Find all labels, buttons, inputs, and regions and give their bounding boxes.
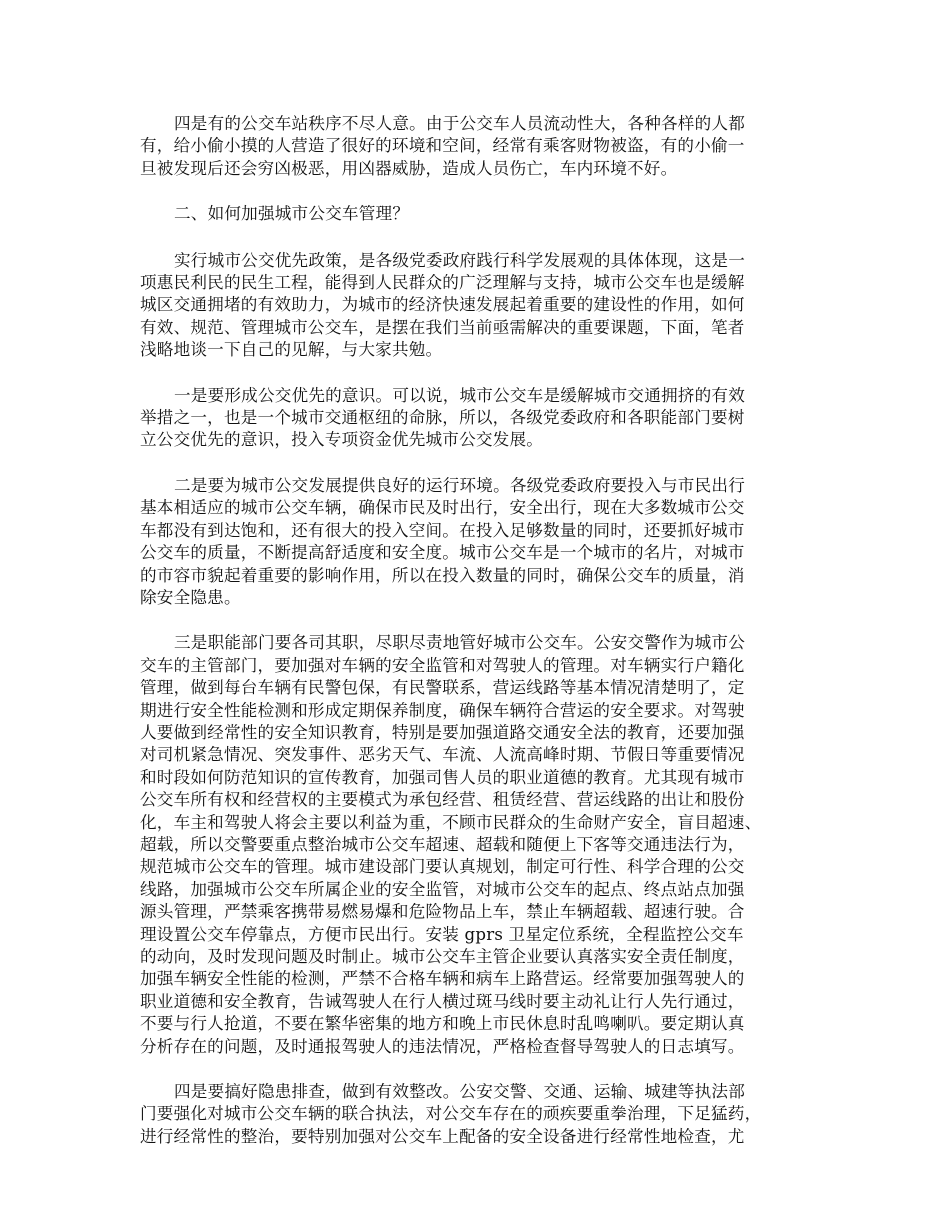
text-line: 线路，加强城市公交车所属企业的安全监管，对城市公交车的起点、终点站点加强 — [140, 879, 745, 899]
text-line: 理设置公交车停靠点，方便市民出行。安装 gprs 卫星定位系统，全程监控公交车 — [140, 924, 744, 944]
document-page — [140, 113, 822, 1171]
text-line: 公交车的质量，不断提高舒适度和安全度。城市公交车是一个城市的名片，对城市 — [140, 543, 745, 563]
paragraph-point-two — [140, 475, 822, 609]
text-line: 的市容市貌起着重要的影响作用，所以在投入数量的同时，确保公交车的质量，消 — [140, 565, 745, 585]
text-line: 有效、规范、管理城市公交车，是摆在我们当前亟需解决的重要课题，下面，笔者 — [140, 317, 745, 337]
text-line: 源头管理，严禁乘客携带易燃易爆和危险物品上车，禁止车辆超载、超速行驶。合 — [140, 902, 745, 922]
paragraph-point-one — [140, 385, 822, 452]
text-line: 规范城市公交车的管理。城市建设部门要认真规划，制定可行性、科学合理的公交 — [140, 857, 745, 877]
text-line: 进行经常性的整治，要特别加强对公交车上配备的安全设备进行经常性地检查，尤 — [140, 1126, 745, 1146]
text-line: 公交车所有权和经营权的主要模式为承包经营、租赁经营、营运线路的出让和股份 — [140, 790, 745, 810]
paragraph-point-four — [140, 1081, 822, 1148]
text-line: 期进行安全性能检测和形成定期保养制度，确保车辆符合营运的安全要求。对驾驶 — [140, 700, 745, 720]
text-line: 和时段如何防范知识的宣传教育，加强司售人员的职业道德的教育。尤其现有城市 — [140, 767, 745, 787]
heading-line: 二、如何加强城市公交车管理？ — [174, 204, 410, 224]
paragraph-policy-intro — [140, 250, 822, 362]
text-line: 管理，做到每台车辆有民警包保，有民警联系，营运线路等基本情况清楚明了，定 — [140, 678, 745, 698]
text-line: 除安全隐患。 — [140, 587, 241, 607]
text-line: 对司机紧急情况、突发事件、恶劣天气、车流、人流高峰时期、节假日等重要情况 — [140, 745, 745, 765]
text-line: 超载，所以交警要重点整治城市公交车超速、超载和随便上下客等交通违法行为， — [140, 834, 745, 854]
text-line: 实行城市公交优先政策，是各级党委政府践行科学发展观的具体体现，这是一 — [174, 250, 745, 270]
paragraph-point-three — [140, 632, 822, 1058]
text-line: 浅略地谈一下自己的见解，与大家共勉。 — [140, 340, 443, 360]
text-line: 车都没有到达饱和，还有很大的投入空间。在投入足够数量的同时，还要抓好城市 — [140, 520, 745, 540]
section-heading — [140, 203, 822, 225]
text-line: 职业道德和安全教育，告诫驾驶人在行人横过斑马线时要主动礼让行人先行通过， — [140, 991, 745, 1011]
text-line: 人要做到经常性的安全知识教育，特别是要加强道路交通安全法的教育，还要加强 — [140, 722, 745, 742]
text-line: 交车的主管部门，要加强对车辆的安全监管和对驾驶人的管理。对车辆实行户籍化 — [140, 655, 745, 675]
text-line: 基本相适应的城市公交车辆，确保市民及时出行，安全出行，现在大多数城市公交 — [140, 498, 745, 518]
text-line: 四是有的公交车站秩序不尽人意。由于公交车人员流动性大，各种各样的人都 — [174, 114, 745, 133]
text-line: 的动向，及时发现问题及时制止。城市公交车主管企业要认真落实安全责任制度， — [140, 947, 745, 966]
text-line: 分析存在的问题，及时通报驾驶人的违法情况，严格检查督导驾驶人的日志填写。 — [140, 1036, 745, 1056]
text-line: 立公交优先的意识，投入专项资金优先城市公交发展。 — [140, 430, 544, 450]
text-line: 四是要搞好隐患排查，做到有效整改。公安交警、交通、运输、城建等执法部 — [174, 1082, 745, 1102]
text-line: 项惠民利民的民生工程，能得到人民群众的广泛理解与支持，城市公交车也是缓解 — [140, 273, 745, 293]
text-line: 加强车辆安全性能的检测，严禁不合格车辆和病车上路营运。经常要加强驾驶人的 — [140, 969, 745, 989]
text-line: 三是职能部门要各司其职，尽职尽责地管好城市公交车。公安交警作为城市公 — [174, 633, 745, 653]
text-line: 城区交通拥堵的有效助力，为城市的经济快速发展起着重要的建设性的作用，如何 — [140, 295, 745, 315]
text-line: 一是要形成公交优先的意识。可以说，城市公交车是缓解城市交通拥挤的有效 — [174, 385, 745, 405]
text-line: 不要与行人抢道，不要在繁华密集的地方和晚上市民休息时乱鸣喇叭。要定期认真 — [140, 1014, 745, 1034]
text-line: 门要强化对城市公交车辆的联合执法，对公交车存在的顽疾要重拳治理，下足猛药， — [140, 1104, 762, 1124]
text-line: 化，车主和驾驶人将会主要以利益为重，不顾市民群众的生命财产安全，盲目超速、 — [140, 812, 762, 832]
paragraph-public-order — [140, 113, 822, 180]
text-line: 旦被发现后还会穷凶极恶，用凶器威胁，造成人员伤亡，车内环境不好。 — [140, 158, 678, 178]
text-line: 有，给小偷小摸的人营造了很好的环境和空间，经常有乘客财物被盗，有的小偷一 — [140, 136, 745, 156]
text-line: 举措之一，也是一个城市交通枢纽的命脉，所以，各级党委政府和各职能部门要树 — [140, 408, 745, 428]
text-line: 二是要为城市公交发展提供良好的运行环境。各级党委政府要投入与市民出行 — [174, 475, 745, 495]
